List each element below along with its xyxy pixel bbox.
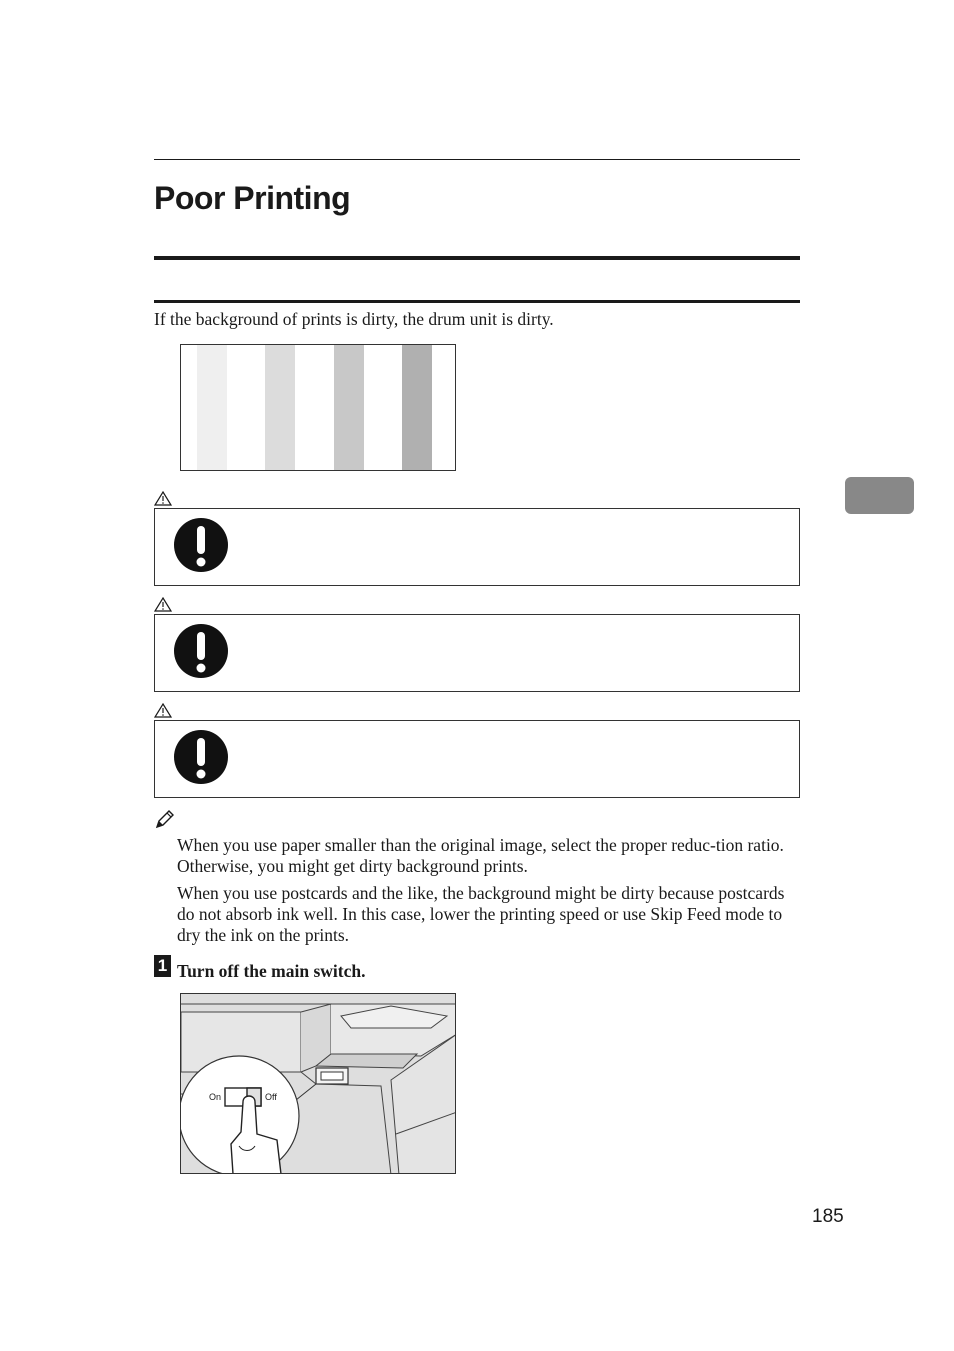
caution-box	[154, 508, 800, 586]
switch-off-label: Off	[265, 1092, 277, 1102]
title-rule	[154, 256, 800, 260]
page-number: 185	[812, 1206, 844, 1227]
pencil-note-icon	[154, 808, 176, 830]
machine-illustration	[181, 994, 456, 1174]
stripe	[334, 345, 364, 470]
step-text: Turn off the main switch.	[177, 961, 366, 981]
warning-triangle-icon	[154, 491, 172, 506]
main-switch-figure	[180, 993, 456, 1174]
note-paragraph: When you use paper smaller than the original image, select the proper reduc-tion ratio. Otherwise, you might get dirty background prints.	[177, 835, 784, 876]
chapter-tab	[845, 477, 914, 514]
page-title: Poor Printing	[154, 180, 351, 216]
dirty-background-figure	[180, 344, 456, 471]
step-number: 1	[154, 955, 171, 977]
intro-text: If the background of prints is dirty, the drum unit is dirty.	[154, 309, 554, 329]
top-rule	[154, 159, 800, 160]
caution-box	[154, 614, 800, 692]
note-paragraph: When you use postcards and the like, the background might be dirty because postcards do not absorb ink well. In this case, lower the printing speed or use Skip Feed mode to dry the ink on the prints.	[177, 883, 785, 945]
exclamation-icon	[173, 623, 229, 679]
warning-triangle-icon	[154, 703, 172, 718]
switch-on-label: On	[209, 1092, 222, 1102]
stripe	[402, 345, 432, 470]
warning-triangle-icon	[154, 597, 172, 612]
stripe	[197, 345, 227, 470]
exclamation-icon	[173, 517, 229, 573]
section-rule	[154, 300, 800, 303]
stripe	[265, 345, 295, 470]
exclamation-icon	[173, 729, 229, 785]
caution-box	[154, 720, 800, 798]
